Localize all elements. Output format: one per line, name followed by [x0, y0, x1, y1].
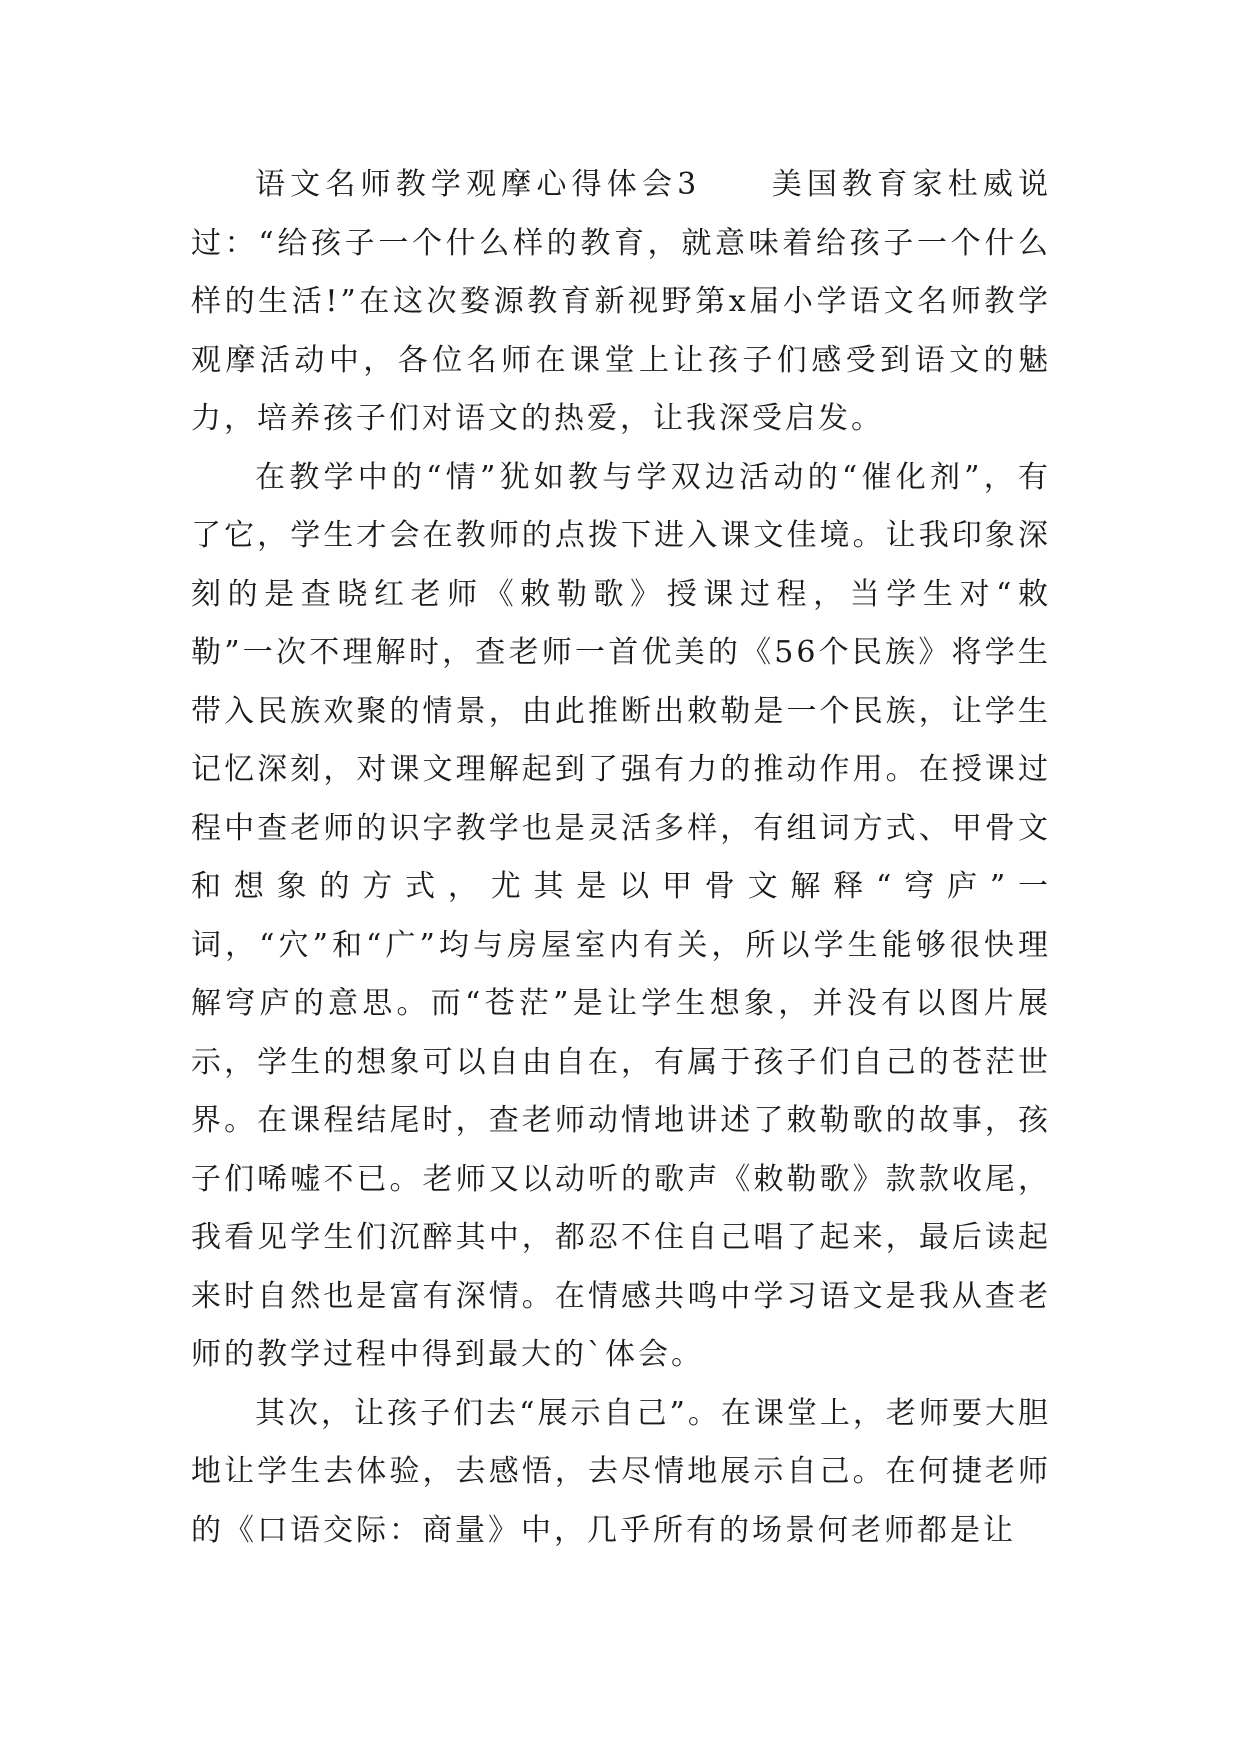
- paragraph-show-yourself: 其次，让孩子们去“展示自己”。在课堂上，老师要大胆地让学生去体验，去感悟，去尽情地展示自己。在何捷老师的《口语交际：商量》中，几乎所有的场景何老师都是让: [191, 1395, 1051, 1548]
- paragraph-emotion: 在教学中的“情”犹如教与学双边活动的“催化剂”，有了它，学生才会在教师的点拨下进入课文佳境。让我印象深刻的是查晓红老师《敕勒歌》授课过程，当学生对“敕勒”一次不理解时，查老师一首优美的《56个民族》将学生带入民族欢聚的情景，由此推断出敕勒是一个民族，让学生记忆深刻，对课文理解起到了强有力的推动作用。在授课过程中查老师的识字教学也是灵活多样，有组词方式、甲骨文和想象的方式，尤其是以甲骨文解释“穹庐”一词，“穴”和“广”均与房屋室内有关，所以学生能够很快理解穹庐的意思。而“苍茫”是让学生想象，并没有以图片展示，学生的想象可以自由自在，有属于孩子们自己的苍茫世界。在课程结尾时，查老师动情地讲述了敕勒歌的故事，孩子们唏嘘不已。老师又以动听的歌声《敕勒歌》款款收尾，我看见学生们沉醉其中，都忍不住自己唱了起来，最后读起来时自然也是富有深情。在情感共鸣中学习语文是我从查老师的教学过程中得到最大的`体会。: [191, 459, 1051, 1372]
- document-body: [191, 156, 1051, 1560]
- paragraph-intro: 语文名师教学观摩心得体会3 美国教育家杜威说过：“给孩子一个什么样的教育，就意味着给孩子一个什么样的生活!”在这次婺源教育新视野第x届小学语文名师教学观摩活动中，各位名师在课堂上让孩子们感受到语文的魅力，培养孩子们对语文的热爱，让我深受启发。: [191, 167, 1051, 436]
